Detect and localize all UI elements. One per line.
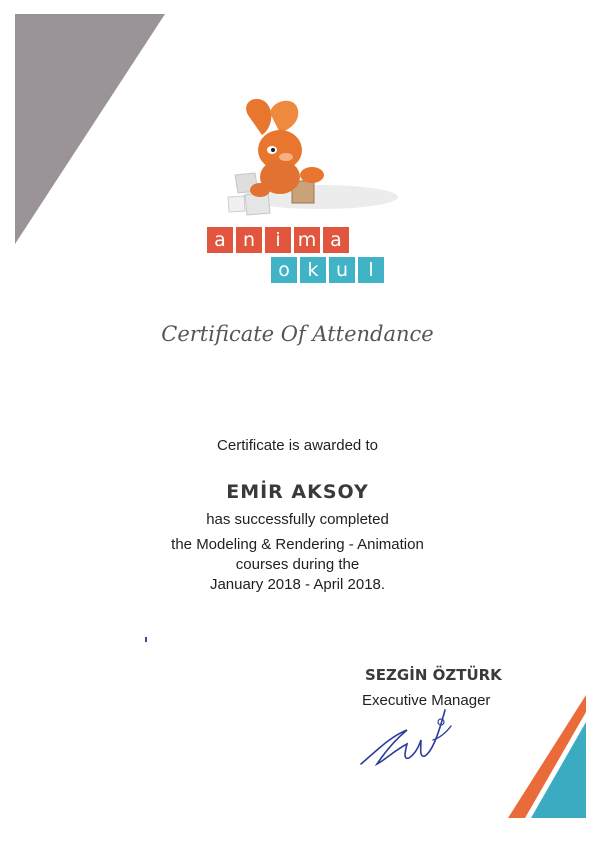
- recipient-name: EMİR AKSOY: [226, 481, 369, 503]
- awarded-to-text: Certificate is awarded to: [217, 437, 378, 454]
- logo-tile: a: [323, 227, 349, 253]
- rabbit-mascot-illustration: [200, 95, 400, 220]
- certificate-title: Certificate Of Attendance: [161, 322, 434, 346]
- completed-text: has successfully completed: [206, 511, 389, 528]
- ink-mark: [145, 637, 147, 642]
- logo-tile: m: [294, 227, 320, 253]
- handwritten-signature: [355, 700, 465, 775]
- period-text: January 2018 - April 2018.: [209, 576, 386, 593]
- signatory-role: Executive Manager: [362, 692, 491, 709]
- logo-tile: k: [300, 257, 326, 283]
- logo-wordmark-line2: [271, 257, 384, 283]
- logo-tile: l: [358, 257, 384, 283]
- logo-tile: i: [265, 227, 291, 253]
- logo-tile: a: [207, 227, 233, 253]
- course-name: the Modeling & Rendering - Animation: [171, 536, 424, 553]
- period-intro-text: courses during the: [235, 556, 360, 573]
- logo-tile: u: [329, 257, 355, 283]
- logo-tile: n: [236, 227, 262, 253]
- logo-wordmark-line1: [207, 227, 349, 253]
- logo-tile: o: [271, 257, 297, 283]
- signatory-name: SEZGİN ÖZTÜRK: [365, 666, 502, 684]
